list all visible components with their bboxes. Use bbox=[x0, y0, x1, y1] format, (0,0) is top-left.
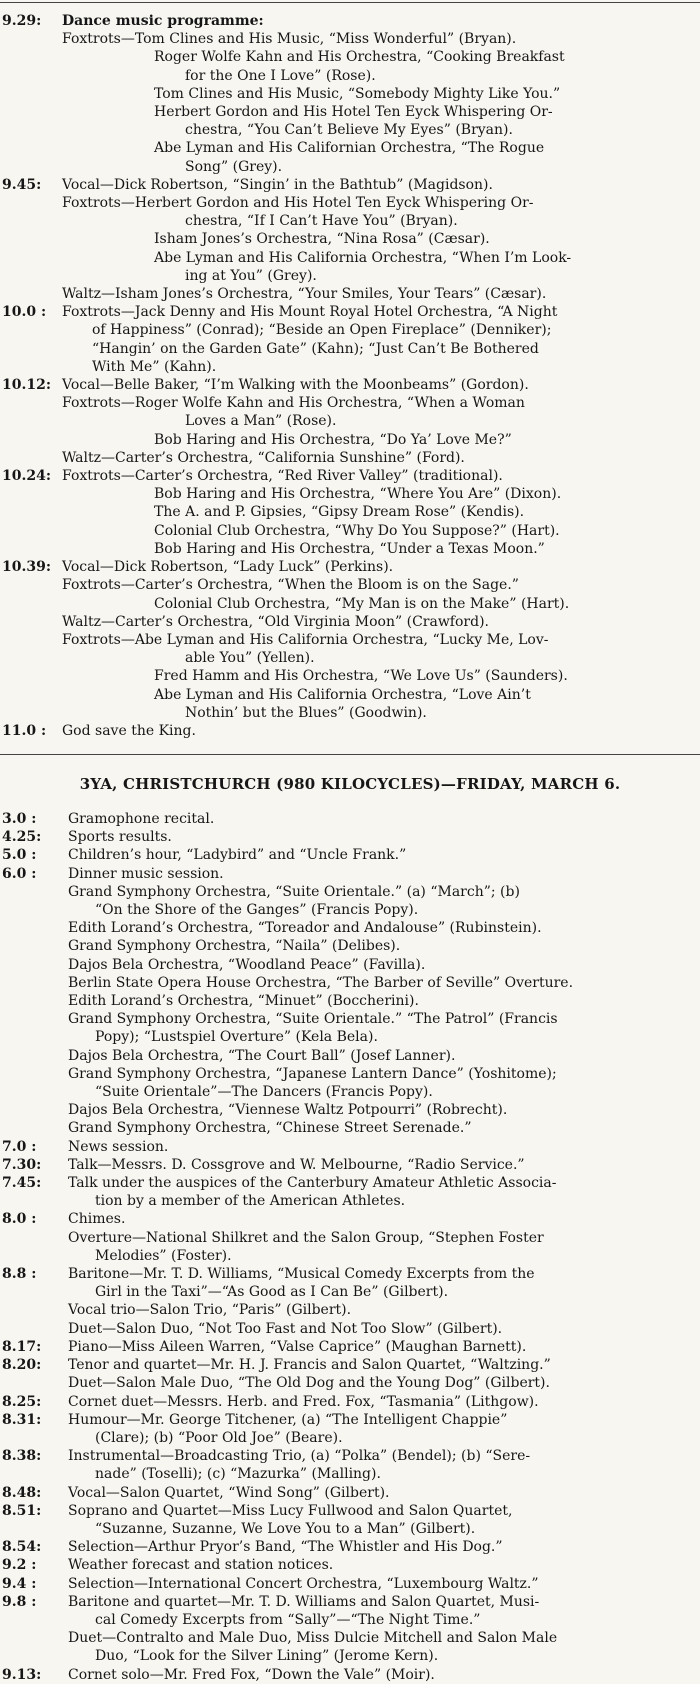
programme-text: Nothin’ but the Blues” (Goodwin). bbox=[185, 704, 427, 721]
programme-text: Foxtrots—Roger Wolfe Kahn and His Orchestra, “When a Woman bbox=[62, 395, 525, 412]
time-slot: 7.45: bbox=[2, 1175, 42, 1192]
programme-text: Dajos Bela Orchestra, “Woodland Peace” (Favilla). bbox=[68, 956, 426, 973]
programme-text: Duet—Salon Male Duo, “The Old Dog and the Young Dog” (Gilbert). bbox=[68, 1375, 550, 1392]
programme-line bbox=[0, 1010, 700, 1028]
programme-line bbox=[0, 1538, 700, 1556]
programme-text: Foxtrots—Abe Lyman and His California Orchestra, “Lucky Me, Lov- bbox=[62, 631, 549, 648]
programme-text: Vocal—Salon Quartet, “Wind Song” (Gilbert). bbox=[68, 1484, 390, 1501]
section-1-programme-list bbox=[0, 12, 700, 740]
programme-line bbox=[0, 485, 700, 503]
programme-line bbox=[0, 613, 700, 631]
programme-line bbox=[0, 358, 700, 376]
programme-text: Foxtrots—Tom Clines and His Music, “Miss Wonderful” (Bryan). bbox=[62, 31, 517, 48]
programme-line bbox=[0, 865, 700, 883]
programme-line bbox=[0, 992, 700, 1010]
programme-text: Grand Symphony Orchestra, “Suite Orientale.” (a) “March”; (b) bbox=[68, 883, 520, 900]
programme-text: Children’s hour, “Ladybird” and “Uncle Frank.” bbox=[68, 847, 407, 864]
programme-text: Colonial Club Orchestra, “My Man is on the Make” (Hart). bbox=[154, 595, 570, 612]
programme-text: “On the Shore of the Ganges” (Francis Popy). bbox=[95, 902, 419, 919]
programme-line bbox=[0, 919, 700, 937]
programme-text: News session. bbox=[68, 1138, 169, 1155]
programme-text: Bob Haring and His Orchestra, “Under a Texas Moon.” bbox=[154, 540, 545, 557]
programme-line bbox=[0, 1393, 700, 1411]
programme-line bbox=[0, 1629, 700, 1647]
programme-line bbox=[0, 1028, 700, 1046]
time-slot: 9.4 : bbox=[2, 1575, 37, 1592]
time-slot: 5.0 : bbox=[2, 847, 37, 864]
programme-line bbox=[0, 48, 700, 66]
programme-line bbox=[0, 321, 700, 339]
programme-line bbox=[0, 503, 700, 521]
programme-text: Talk under the auspices of the Canterbury Amateur Athletic Associa- bbox=[68, 1175, 557, 1192]
programme-line bbox=[0, 686, 700, 704]
programme-text: Isham Jones’s Orchestra, “Nina Rosa” (Cæsar). bbox=[154, 231, 490, 248]
programme-text: tion by a member of the American Athletes. bbox=[95, 1193, 406, 1210]
programme-line bbox=[0, 522, 700, 540]
time-slot: 7.30: bbox=[2, 1156, 42, 1173]
programme-line bbox=[0, 1210, 700, 1228]
time-slot: 8.0 : bbox=[2, 1211, 37, 1228]
programme-text: of Happiness” (Conrad); “Beside an Open Fireplace” (Denniker); bbox=[92, 322, 552, 339]
programme-text: Song” (Grey). bbox=[185, 158, 283, 175]
programme-text: Fred Hamm and His Orchestra, “We Love Us” (Saunders). bbox=[154, 668, 568, 685]
programme-text: Grand Symphony Orchestra, “Chinese Street Serenade.” bbox=[68, 1120, 472, 1137]
programme-text: ing at You” (Grey). bbox=[185, 267, 317, 284]
programme-text: Chimes. bbox=[68, 1211, 126, 1228]
programme-text: The A. and P. Gipsies, “Gipsy Dream Rose” (Kendis). bbox=[154, 504, 525, 521]
section-2-programme-list bbox=[0, 810, 700, 1684]
programme-line bbox=[0, 1502, 700, 1520]
time-slot: 10.12: bbox=[2, 377, 52, 394]
programme-line bbox=[0, 30, 700, 48]
programme-line bbox=[0, 846, 700, 864]
time-slot: 10.39: bbox=[2, 559, 52, 576]
programme-text: Dajos Bela Orchestra, “The Court Ball” (Josef Lanner). bbox=[68, 1047, 456, 1064]
time-slot: 8.38: bbox=[2, 1448, 42, 1465]
programme-line bbox=[0, 1465, 700, 1483]
programme-text: Vocal trio—Salon Trio, “Paris” (Gilbert). bbox=[68, 1302, 352, 1319]
programme-text: “Suzanne, Suzanne, We Love You to a Man” (Gilbert). bbox=[95, 1520, 476, 1537]
programme-text: Grand Symphony Orchestra, “Naila” (Delibes). bbox=[68, 938, 401, 955]
programme-line bbox=[0, 1374, 700, 1392]
programme-line bbox=[0, 1192, 700, 1210]
programme-text: Bob Haring and His Orchestra, “Do Ya’ Love Me?” bbox=[154, 431, 512, 448]
programme-line bbox=[0, 1338, 700, 1356]
programme-text: Vocal—Dick Robertson, “Lady Luck” (Perkins). bbox=[62, 559, 394, 576]
programme-line bbox=[0, 449, 700, 467]
programme-text: Piano—Miss Aileen Warren, “Valse Caprice” (Maughan Barnett). bbox=[68, 1338, 527, 1355]
programme-line bbox=[0, 249, 700, 267]
programme-text: Bob Haring and His Orchestra, “Where You Are” (Dixon). bbox=[154, 486, 562, 503]
programme-line bbox=[0, 828, 700, 846]
time-slot: 8.51: bbox=[2, 1502, 42, 1519]
programme-line bbox=[0, 1247, 700, 1265]
programme-line bbox=[0, 1593, 700, 1611]
time-slot: 10.0 : bbox=[2, 304, 47, 321]
programme-text: Foxtrots—Carter’s Orchestra, “When the Bloom is on the Sage.” bbox=[62, 577, 519, 594]
time-slot: 8.48: bbox=[2, 1484, 42, 1501]
programme-text: With Me” (Kahn). bbox=[92, 358, 217, 375]
programme-text: Grand Symphony Orchestra, “Japanese Lantern Dance” (Yoshitome); bbox=[68, 1065, 557, 1082]
programme-text: Humour—Mr. George Titchener, (a) “The Intelligent Chappie” bbox=[68, 1411, 508, 1428]
programme-text: Instrumental—Broadcasting Trio, (a) “Polka” (Bendel); (b) “Sere- bbox=[68, 1448, 531, 1465]
programme-text: Selection—International Concert Orchestra, “Luxembourg Waltz.” bbox=[68, 1575, 539, 1592]
time-slot: 10.24: bbox=[2, 468, 52, 485]
programme-text: Duet—Salon Duo, “Not Too Fast and Not Too Slow” (Gilbert). bbox=[68, 1320, 503, 1337]
programme-text: Vocal—Dick Robertson, “Singin’ in the Bathtub” (Magidson). bbox=[62, 176, 493, 193]
programme-text: Duo, “Look for the Silver Lining” (Jerome Kern). bbox=[95, 1648, 439, 1665]
programme-line bbox=[0, 1575, 700, 1593]
programme-line bbox=[0, 1138, 700, 1156]
programme-line bbox=[0, 576, 700, 594]
programme-line bbox=[0, 139, 700, 157]
programme-line bbox=[0, 230, 700, 248]
programme-text: Sports results. bbox=[68, 829, 172, 846]
programme-text: Baritone—Mr. T. D. Williams, “Musical Comedy Excerpts from the bbox=[68, 1266, 535, 1283]
programme-text: Tenor and quartet—Mr. H. J. Francis and Salon Quartet, “Waltzing.” bbox=[68, 1357, 551, 1374]
programme-text: Soprano and Quartet—Miss Lucy Fullwood and Salon Quartet, bbox=[68, 1502, 513, 1519]
time-slot: 4.25: bbox=[2, 829, 42, 846]
programme-line bbox=[0, 883, 700, 901]
programme-text: Abe Lyman and His California Orchestra, “When I’m Look- bbox=[154, 249, 572, 266]
programme-line bbox=[0, 1320, 700, 1338]
time-slot: 8.54: bbox=[2, 1539, 42, 1556]
programme-line bbox=[0, 704, 700, 722]
programme-line bbox=[0, 121, 700, 139]
programme-line bbox=[0, 956, 700, 974]
time-slot: 6.0 : bbox=[2, 865, 37, 882]
programme-text: Edith Lorand’s Orchestra, “Minuet” (Boccherini). bbox=[68, 993, 419, 1010]
time-slot: 9.13: bbox=[2, 1666, 42, 1683]
programme-line bbox=[0, 103, 700, 121]
programme-line bbox=[0, 1447, 700, 1465]
programme-text: Duet—Contralto and Male Duo, Miss Dulcie Mitchell and Salon Male bbox=[68, 1630, 558, 1647]
programme-text: Herbert Gordon and His Hotel Ten Eyck Whispering Or- bbox=[154, 104, 553, 121]
programme-text: Talk—Messrs. D. Cossgrove and W. Melbourne, “Radio Service.” bbox=[68, 1156, 525, 1173]
programme-text: Berlin State Opera House Orchestra, “The Barber of Seville” Overture. bbox=[68, 974, 574, 991]
programme-line bbox=[0, 467, 700, 485]
programme-text: chestra, “You Can’t Believe My Eyes” (Bryan). bbox=[185, 122, 513, 139]
time-slot: 8.31: bbox=[2, 1411, 42, 1428]
programme-line bbox=[0, 631, 700, 649]
programme-text: Vocal—Belle Baker, “I’m Walking with the Moonbeams” (Gordon). bbox=[62, 377, 529, 394]
programme-line bbox=[0, 158, 700, 176]
programme-text: Cornet duet—Messrs. Herb. and Fred. Fox, “Tasmania” (Lithgow). bbox=[68, 1393, 539, 1410]
programme-text: Overture—National Shilkret and the Salon Group, “Stephen Foster bbox=[68, 1229, 544, 1246]
programme-line bbox=[0, 176, 700, 194]
time-slot: 8.20: bbox=[2, 1357, 42, 1374]
programme-line bbox=[0, 1101, 700, 1119]
programme-text: Waltz—Carter’s Orchestra, “California Sunshine” (Ford). bbox=[62, 449, 465, 466]
programme-line bbox=[0, 722, 700, 740]
programme-text: Abe Lyman and His California Orchestra, “Love Ain’t bbox=[154, 686, 531, 703]
time-slot: 11.0 : bbox=[2, 722, 47, 739]
time-slot: 7.0 : bbox=[2, 1138, 37, 1155]
programme-text: Melodies” (Foster). bbox=[95, 1247, 232, 1264]
programme-text: Waltz—Isham Jones’s Orchestra, “Your Smiles, Your Tears” (Cæsar). bbox=[62, 286, 547, 303]
programme-line bbox=[0, 1666, 700, 1684]
programme-line bbox=[0, 1520, 700, 1538]
time-slot: 9.8 : bbox=[2, 1593, 37, 1610]
programme-line bbox=[0, 937, 700, 955]
programme-line bbox=[0, 376, 700, 394]
programme-line bbox=[0, 67, 700, 85]
programme-line bbox=[0, 1429, 700, 1447]
time-slot: 3.0 : bbox=[2, 811, 37, 827]
programme-text: Girl in the Taxi”—“As Good as I Can Be” (Gilbert). bbox=[95, 1284, 449, 1301]
programme-line bbox=[0, 1301, 700, 1319]
programme-line bbox=[0, 901, 700, 919]
programme-line bbox=[0, 1174, 700, 1192]
station-heading: 3YA, CHRISTCHURCH (980 KILOCYCLES)—FRIDAY, MARCH 6. bbox=[79, 775, 621, 793]
programme-line bbox=[0, 1119, 700, 1137]
programme-line bbox=[0, 1283, 700, 1301]
programme-line bbox=[0, 340, 700, 358]
programme-line bbox=[0, 1556, 700, 1574]
programme-line bbox=[0, 303, 700, 321]
time-slot: 9.29: bbox=[2, 13, 42, 29]
programme-line bbox=[0, 649, 700, 667]
programme-text: Foxtrots—Carter’s Orchestra, “Red River Valley” (traditional). bbox=[62, 468, 503, 485]
programme-text: Loves a Man” (Rose). bbox=[185, 413, 337, 430]
programme-text: Gramophone recital. bbox=[68, 811, 215, 827]
programme-line bbox=[0, 1065, 700, 1083]
time-slot: 8.8 : bbox=[2, 1266, 37, 1283]
programme-text: able You” (Yellen). bbox=[185, 650, 315, 667]
programme-text: God save the King. bbox=[62, 722, 196, 739]
programme-line bbox=[0, 1265, 700, 1283]
programme-line bbox=[0, 285, 700, 303]
programme-text: Baritone and quartet—Mr. T. D. Williams and Salon Quartet, Musi- bbox=[68, 1593, 540, 1610]
programme-text: Grand Symphony Orchestra, “Suite Orientale.” “The Patrol” (Francis bbox=[68, 1011, 558, 1028]
programme-line bbox=[0, 267, 700, 285]
programme-text: nade” (Toselli); (c) “Mazurka” (Malling). bbox=[95, 1466, 381, 1483]
programme-text: Selection—Arthur Pryor’s Band, “The Whistler and His Dog.” bbox=[68, 1539, 503, 1556]
programme-line bbox=[0, 431, 700, 449]
programme-text: Cornet solo—Mr. Fred Fox, “Down the Vale” (Moir). bbox=[68, 1666, 435, 1683]
time-slot: 9.45: bbox=[2, 176, 42, 193]
programme-line bbox=[0, 1229, 700, 1247]
programme-line bbox=[0, 1083, 700, 1101]
programme-line bbox=[0, 974, 700, 992]
programme-line bbox=[0, 1156, 700, 1174]
programme-text: for the One I Love” (Rose). bbox=[185, 67, 376, 84]
programme-line bbox=[0, 1484, 700, 1502]
programme-line bbox=[0, 1647, 700, 1665]
programme-line bbox=[0, 595, 700, 613]
time-slot: 8.25: bbox=[2, 1393, 42, 1410]
programme-line bbox=[0, 1356, 700, 1374]
top-rule bbox=[0, 2, 700, 3]
programme-text: Dajos Bela Orchestra, “Viennese Waltz Potpourri” (Robrecht). bbox=[68, 1102, 508, 1119]
time-slot: 8.17: bbox=[2, 1338, 42, 1355]
programme-text: Colonial Club Orchestra, “Why Do You Suppose?” (Hart). bbox=[154, 522, 560, 539]
programme-text: Dinner music session. bbox=[68, 865, 224, 882]
programme-line bbox=[0, 394, 700, 412]
programme-line bbox=[0, 12, 700, 30]
programme-text: Waltz—Carter’s Orchestra, “Old Virginia Moon” (Crawford). bbox=[62, 613, 489, 630]
programme-line bbox=[0, 667, 700, 685]
programme-text: “Hangin’ on the Garden Gate” (Kahn); “Just Can’t Be Bothered bbox=[92, 340, 539, 357]
programme-text: Roger Wolfe Kahn and His Orchestra, “Cooking Breakfast bbox=[154, 49, 565, 66]
programme-text: cal Comedy Excerpts from “Sally”—“The Night Time.” bbox=[95, 1611, 481, 1628]
programme-line bbox=[0, 1611, 700, 1629]
programme-text: “Suite Orientale”—The Dancers (Francis Popy). bbox=[95, 1084, 433, 1101]
programme-text: chestra, “If I Can’t Have You” (Bryan). bbox=[185, 213, 458, 230]
section-divider bbox=[0, 754, 700, 755]
programme-line bbox=[0, 85, 700, 103]
programme-text: Foxtrots—Jack Denny and His Mount Royal Hotel Orchestra, “A Night bbox=[62, 304, 558, 321]
time-slot: 9.2 : bbox=[2, 1557, 37, 1574]
programme-text: Abe Lyman and His Californian Orchestra, “The Rogue bbox=[154, 140, 545, 157]
programme-text: Foxtrots—Herbert Gordon and His Hotel Ten Eyck Whispering Or- bbox=[62, 195, 534, 212]
programme-text: Dance music programme: bbox=[62, 13, 264, 29]
programme-line bbox=[0, 1047, 700, 1065]
programme-text: (Clare); (b) “Poor Old Joe” (Beare). bbox=[95, 1429, 343, 1446]
programme-text: Tom Clines and His Music, “Somebody Mighty Like You.” bbox=[154, 85, 561, 102]
programme-line bbox=[0, 1411, 700, 1429]
programme-text: Popy); “Lustspiel Overture” (Kela Bela). bbox=[95, 1029, 378, 1046]
programme-line bbox=[0, 540, 700, 558]
programme-line bbox=[0, 810, 700, 828]
programme-text: Edith Lorand’s Orchestra, “Toreador and Andalouse” (Rubinstein). bbox=[68, 920, 542, 937]
programme-line bbox=[0, 412, 700, 430]
programme-line bbox=[0, 194, 700, 212]
programme-line bbox=[0, 558, 700, 576]
programme-line bbox=[0, 212, 700, 230]
programme-text: Weather forecast and station notices. bbox=[68, 1557, 334, 1574]
